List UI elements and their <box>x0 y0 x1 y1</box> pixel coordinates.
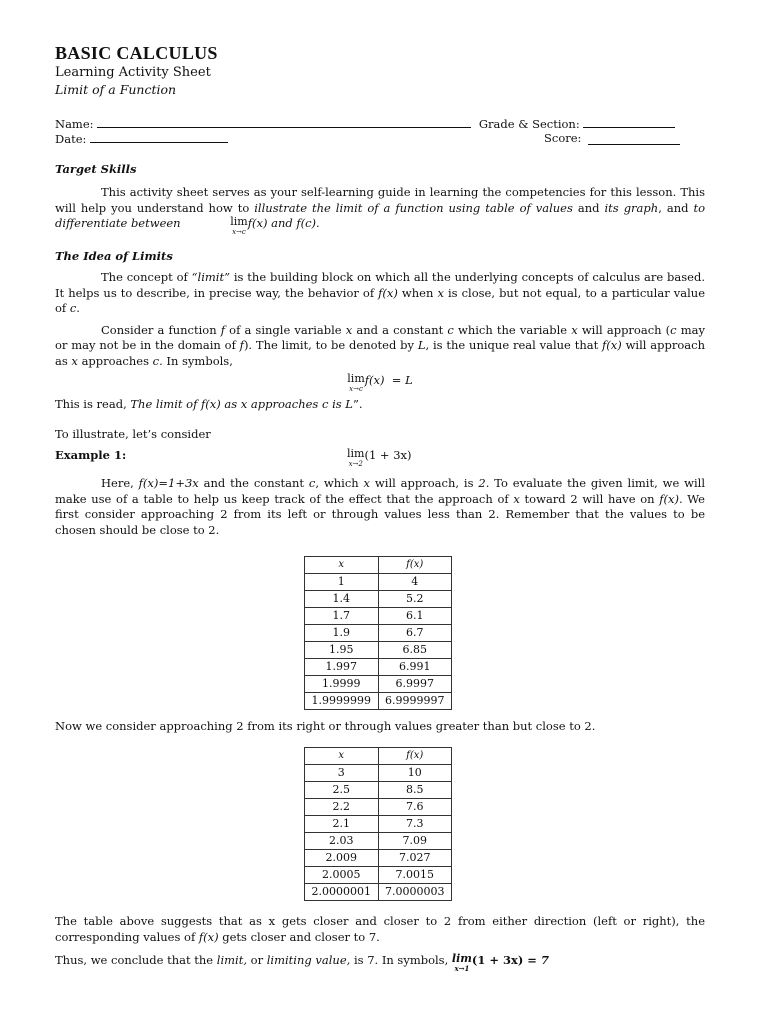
table-row: 1.997 6.991 <box>305 659 452 676</box>
table-row: 1.9 6.7 <box>305 625 452 642</box>
read-as-sentence: This is read, The limit of f(x) as x approaches c is L”. <box>55 397 363 411</box>
table-header-fx: f(x) <box>378 748 452 765</box>
idea-paragraph-1: The concept of “limit” is the building block on which all the underlying concepts of calculus are based. It helps us to describe, in precise way, the behavior of f(x) when x is close, but not equal, to a particular value of c. <box>55 270 706 315</box>
target-skills-heading: Target Skills <box>55 162 137 176</box>
grade-field[interactable] <box>583 116 675 128</box>
table-row: 1.7 6.1 <box>305 608 452 625</box>
table-row: 1 4 <box>305 574 452 591</box>
example-1-row <box>55 448 705 472</box>
table-row: 1.95 6.85 <box>305 642 452 659</box>
topic-title: Limit of a Function <box>55 82 177 97</box>
conclusion-paragraph: The table above suggests that as x gets closer and closer to 2 from either direction (left or right), the corresponding values of f(x) gets closer and closer to 7. <box>55 914 705 944</box>
table-row: 2.009 7.027 <box>305 850 452 867</box>
table-row: 1.9999999 6.9999997 <box>305 693 452 710</box>
example-1-expression: lim x→2 (1 + 3x) <box>347 447 412 468</box>
to-illustrate: To illustrate, let’s consider <box>55 426 211 441</box>
table-row: 2.0000001 7.0000003 <box>305 884 452 901</box>
limit-definition-formula: lim x→c f(x) = L <box>347 372 413 393</box>
date-label: Date: <box>55 132 87 146</box>
example-1-label: Example 1: <box>55 448 127 462</box>
table-row: 2.2 7.6 <box>305 799 452 816</box>
thus-sentence: Thus, we conclude that the limit, or limiting value, is 7. In symbols, lim x→1 (1 + 3x) = 7 <box>55 952 549 973</box>
grade-label: Grade & Section: <box>478 117 580 131</box>
table-row: 2.1 7.3 <box>305 816 452 833</box>
table-row: 2.03 7.09 <box>305 833 452 850</box>
lim-x-to-c: lim x→c <box>230 215 248 236</box>
table-row: 2.0005 7.0015 <box>305 867 452 884</box>
name-label: Name: <box>55 117 94 131</box>
table-approach-from-right <box>304 747 452 901</box>
date-field[interactable] <box>90 131 228 143</box>
between-tables-text: Now we consider approaching 2 from its right or through values greater than but close to 2. <box>55 719 596 733</box>
page-title: BASIC CALCULUS <box>55 43 218 63</box>
table-row: 2.5 8.5 <box>305 782 452 799</box>
page-subtitle: Learning Activity Sheet <box>55 65 211 80</box>
table-row: 3 10 <box>305 765 452 782</box>
date-score-row <box>55 131 705 146</box>
idea-paragraph-2: Consider a function f of a single variable x and a constant c which the variable x will approach (c may or may not be in the domain of f). The limit, to be denoted by L, is the unique real value that f(x) will approach as x approaches c. In symbols, <box>55 322 706 368</box>
example-1-paragraph: Here, f(x)=1+3x and the constant c, which x will approach, is 2. To evaluate the given limit, we will make use of a table to help us keep track of the effect that the approach of x toward 2 will have on f(x). We first consider approaching 2 from its left or through values less than 2. Remember that the values to be chosen should be close to 2. <box>55 476 705 537</box>
table-approach-from-left <box>304 556 452 710</box>
name-field[interactable] <box>97 116 471 128</box>
score-label: Score: <box>544 131 582 145</box>
table-row: 1.4 5.2 <box>305 591 452 608</box>
table-header-x: x <box>305 557 379 574</box>
table-header-fx: f(x) <box>378 557 452 574</box>
idea-of-limits-heading: The Idea of Limits <box>55 249 173 263</box>
table-header-x: x <box>305 748 379 765</box>
activity-sheet <box>55 42 705 538</box>
target-skills-paragraph: This activity sheet serves as your self-learning guide in learning the competencies for this lesson. This will help you understand how to illustrate the limit of a function using table of values and its graph, and to differentiate between lim x→c f(x) and f(c). <box>55 185 705 236</box>
table-row: 1.9999 6.9997 <box>305 676 452 693</box>
name-grade-row <box>55 116 705 131</box>
score-field[interactable] <box>588 133 680 145</box>
